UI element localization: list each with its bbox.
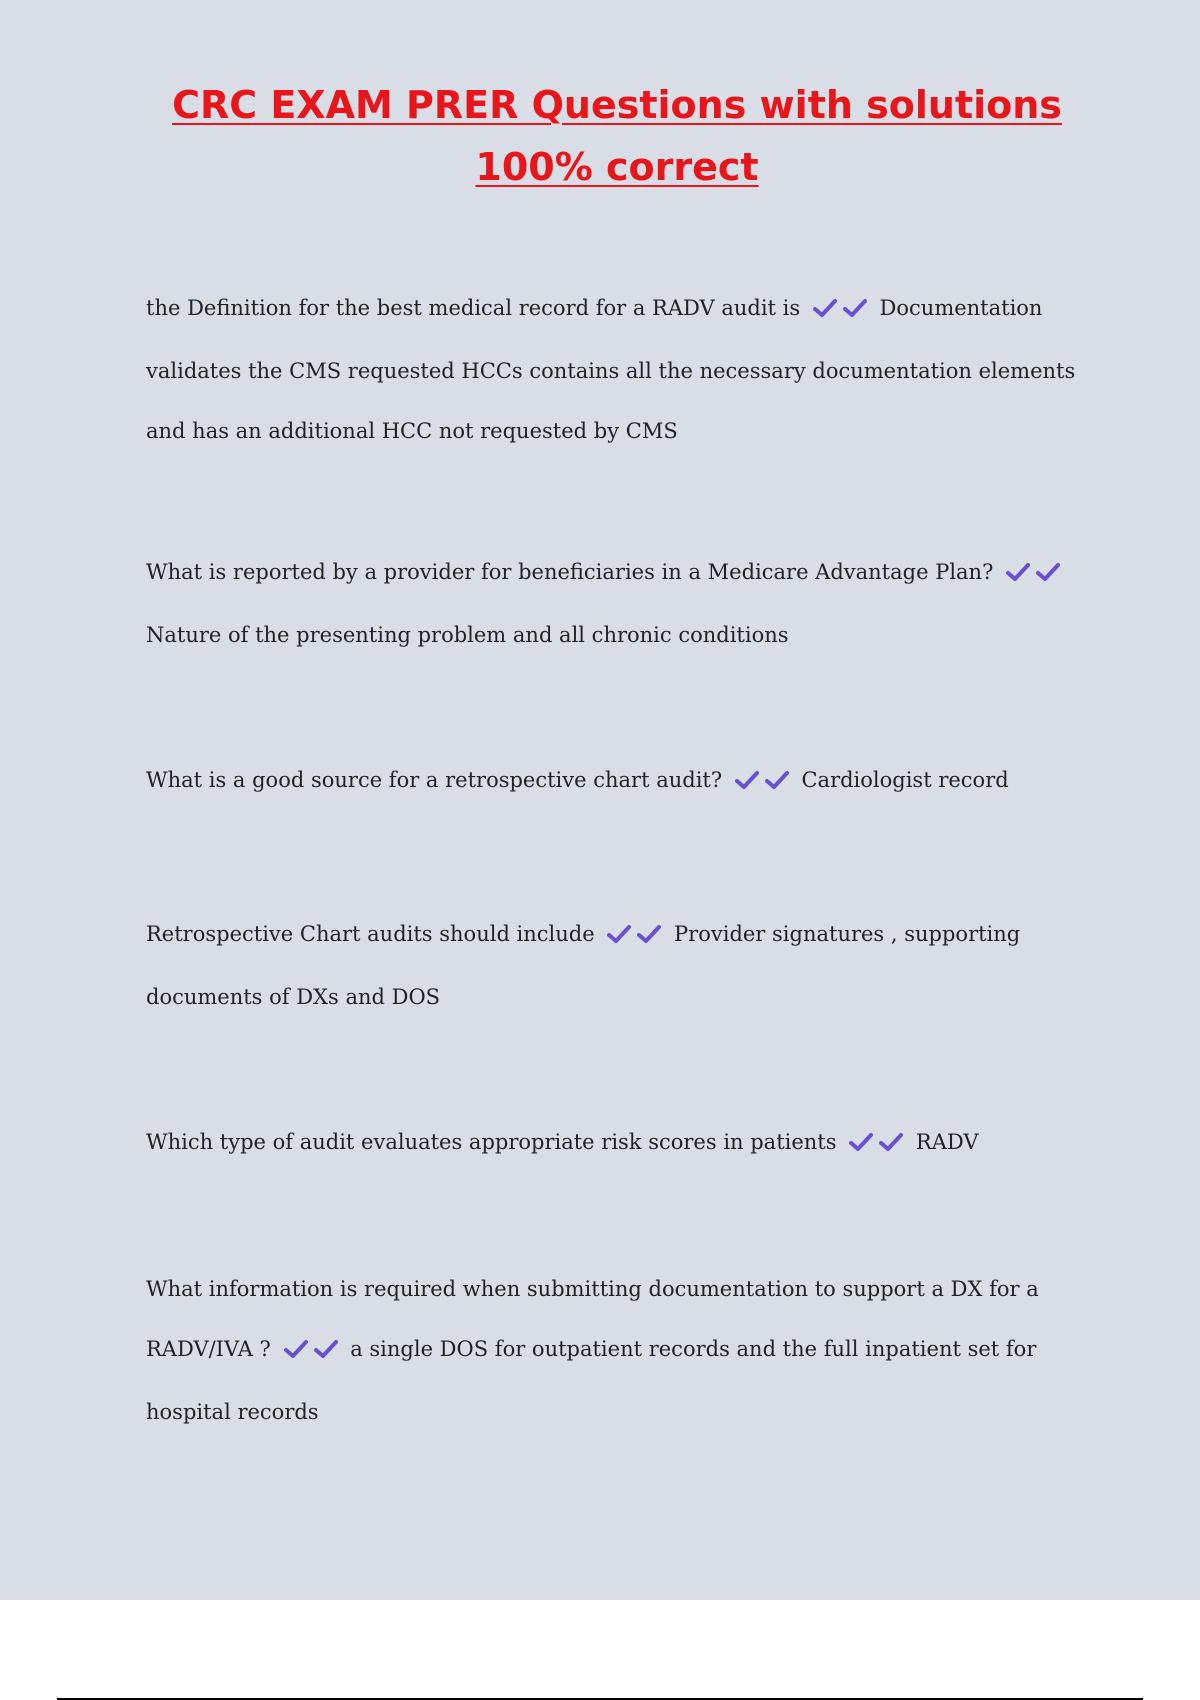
checkmark-icon <box>879 1132 903 1152</box>
checkmark-icon <box>607 924 631 944</box>
checkmark-icon <box>314 1339 338 1359</box>
checkmark-icon <box>849 1132 873 1152</box>
checkmark-icon <box>1006 562 1030 582</box>
qa-item-2 <box>146 542 1096 665</box>
double-checkmark <box>607 907 661 967</box>
question-text: What is reported by a provider for beneficiaries in a Medicare Advantage Plan? <box>146 560 994 584</box>
document-title <box>0 74 1200 198</box>
qa-item-6 <box>146 1259 1096 1442</box>
title-line-1: CRC EXAM PRER Questions with solutions <box>172 83 1062 127</box>
qa-item-4 <box>146 904 1096 1027</box>
checkmark-icon <box>765 770 789 790</box>
answer-text: Cardiologist record <box>801 768 1009 792</box>
qa-item-3 <box>146 750 1096 813</box>
question-text: the Definition for the best medical record for a RADV audit is <box>146 296 801 320</box>
double-checkmark <box>284 1322 338 1382</box>
answer-text: Documentation validates the CMS requested HCCs contains all the necessary documentation elements and has an additional HCC not requested by CMS <box>146 296 1076 443</box>
checkmark-icon <box>637 924 661 944</box>
answer-text: RADV <box>915 1130 979 1154</box>
checkmark-icon <box>284 1339 308 1359</box>
checkmark-icon <box>1036 562 1060 582</box>
double-checkmark <box>813 281 867 341</box>
double-checkmark <box>849 1115 903 1175</box>
double-checkmark <box>735 753 789 813</box>
title-line-2: 100% correct <box>475 145 759 189</box>
double-checkmark <box>1006 545 1060 605</box>
question-text: Retrospective Chart audits should include <box>146 922 595 946</box>
answer-text: a single DOS for outpatient records and the full inpatient set for hospital records <box>146 1337 1037 1424</box>
question-text: Which type of audit evaluates appropriate risk scores in patients <box>146 1130 837 1154</box>
qa-item-1 <box>146 278 1096 461</box>
answer-text: Nature of the presenting problem and all chronic conditions <box>146 623 789 647</box>
question-text: What is a good source for a retrospective chart audit? <box>146 768 723 792</box>
checkmark-icon <box>735 770 759 790</box>
checkmark-icon <box>843 298 867 318</box>
checkmark-icon <box>813 298 837 318</box>
qa-item-5 <box>146 1112 1096 1175</box>
answer-text: Provider signatures , supporting documents of DXs and DOS <box>146 922 1021 1009</box>
question-text: What information is required when submitting documentation to support a DX for a RADV/IVA ? <box>146 1277 1039 1361</box>
